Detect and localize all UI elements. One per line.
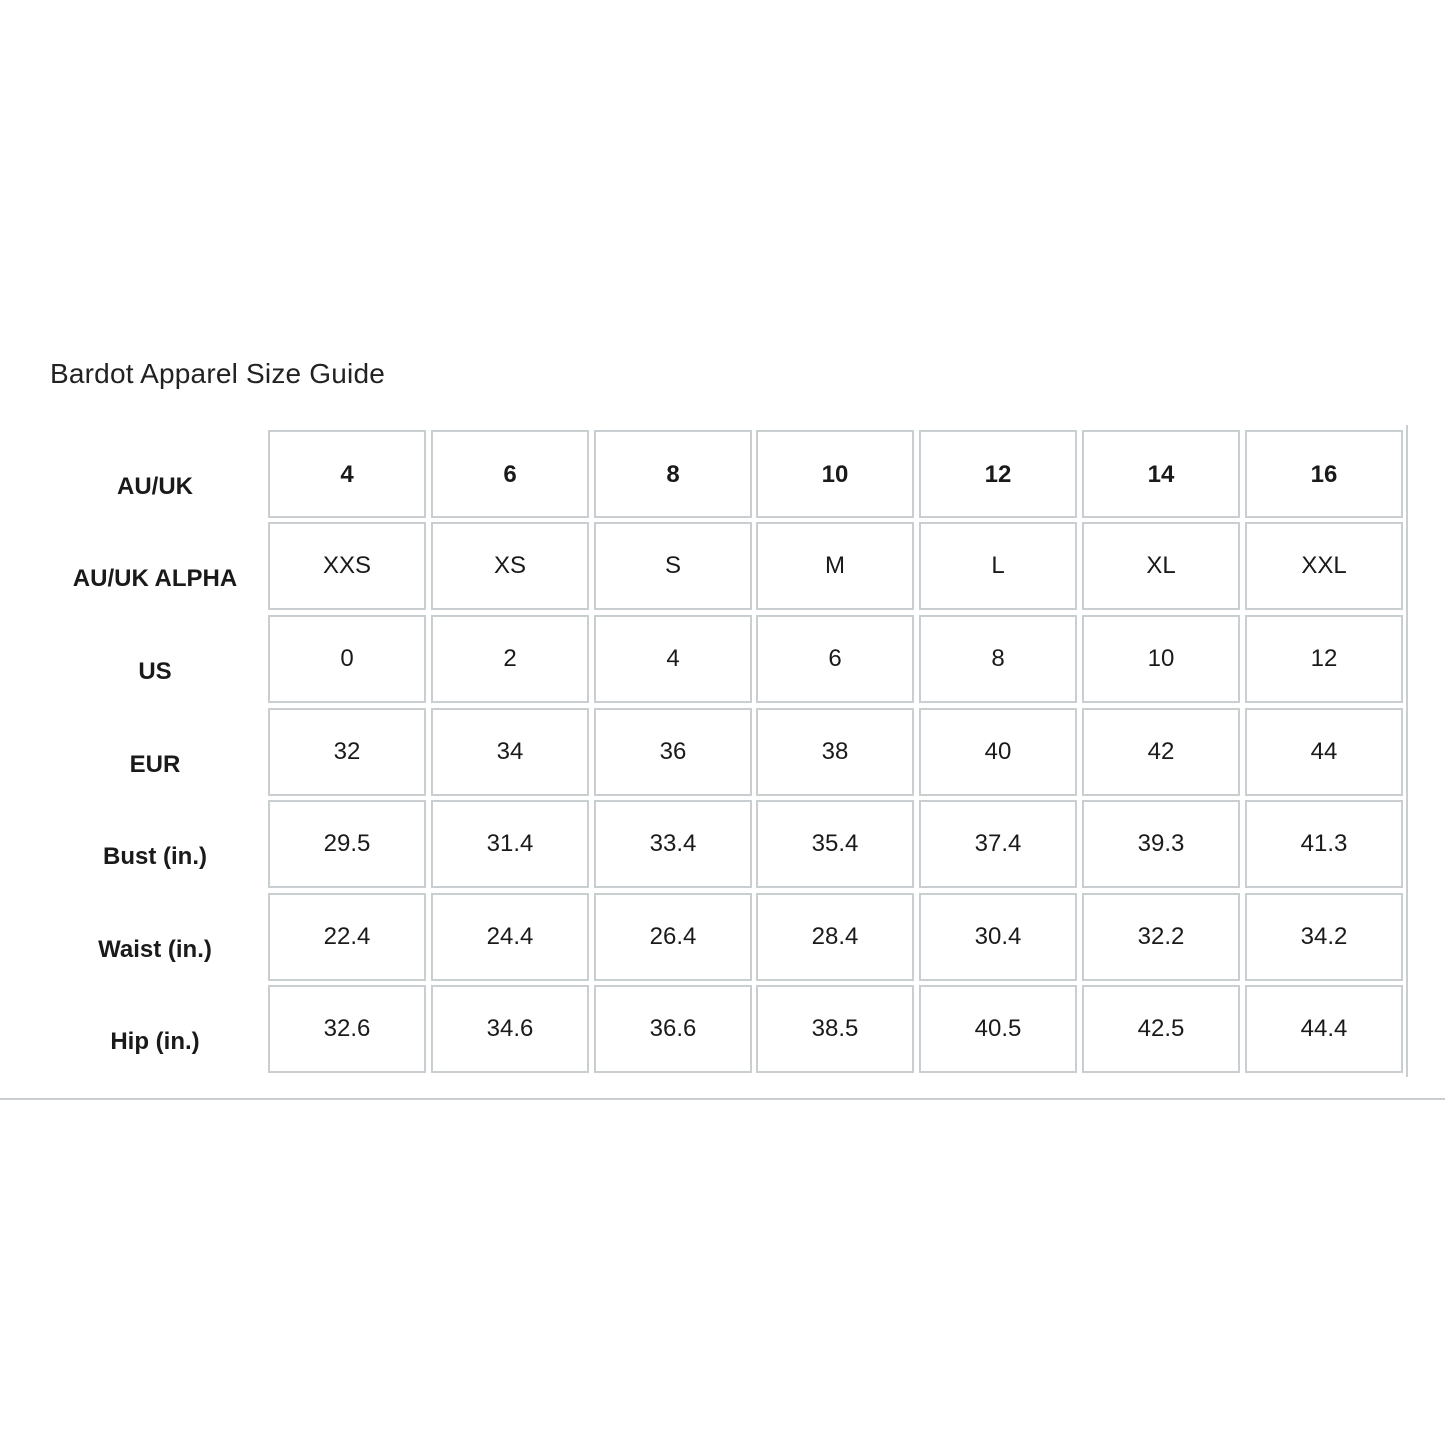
table-right-border [1406, 425, 1408, 1077]
size-cell: 32.2 [1082, 893, 1240, 981]
size-cell: 37.4 [919, 800, 1077, 888]
size-cell: 28.4 [756, 893, 914, 981]
size-cell: 4 [594, 615, 752, 703]
size-cell: 42 [1082, 708, 1240, 796]
size-cell: 10 [1082, 615, 1240, 703]
row-label: AU/UK ALPHA [72, 565, 238, 592]
size-cell: 26.4 [594, 893, 752, 981]
size-header-cell: 6 [431, 430, 589, 518]
size-header-cell: 16 [1245, 430, 1403, 518]
size-cell: 32.6 [268, 985, 426, 1073]
size-cell: XXS [268, 522, 426, 610]
size-cell: 22.4 [268, 893, 426, 981]
size-cell: 34.2 [1245, 893, 1403, 981]
page-title: Bardot Apparel Size Guide [50, 358, 385, 389]
size-cell: 31.4 [431, 800, 589, 888]
size-cell: 6 [756, 615, 914, 703]
size-cell: 2 [431, 615, 589, 703]
size-header-cell: 4 [268, 430, 426, 518]
size-cell: 36 [594, 708, 752, 796]
row-label: Waist (in.) [98, 936, 212, 963]
row-label: EUR [129, 751, 181, 778]
size-cell: 44 [1245, 708, 1403, 796]
size-cell: XS [431, 522, 589, 610]
size-cell: 35.4 [756, 800, 914, 888]
size-cell: 33.4 [594, 800, 752, 888]
row-label: Bust (in.) [103, 843, 207, 870]
size-cell: 34.6 [431, 985, 589, 1073]
size-cell: 8 [919, 615, 1077, 703]
section-divider [0, 1098, 1445, 1100]
row-label: US [138, 658, 172, 685]
row-label: AU/UK [117, 473, 193, 500]
size-cell: 38 [756, 708, 914, 796]
size-header-cell: 8 [594, 430, 752, 518]
size-cell: 34 [431, 708, 589, 796]
size-header-cell: 14 [1082, 430, 1240, 518]
size-cell: L [919, 522, 1077, 610]
size-cell: 40 [919, 708, 1077, 796]
size-header-cell: 10 [756, 430, 914, 518]
size-cell: S [594, 522, 752, 610]
size-cell: 40.5 [919, 985, 1077, 1073]
size-cell: 30.4 [919, 893, 1077, 981]
size-cell: 29.5 [268, 800, 426, 888]
size-cell: XL [1082, 522, 1240, 610]
size-cell: 24.4 [431, 893, 589, 981]
size-cell: 42.5 [1082, 985, 1240, 1073]
size-cell: XXL [1245, 522, 1403, 610]
size-header-cell: 12 [919, 430, 1077, 518]
size-cell: 12 [1245, 615, 1403, 703]
size-cell: 44.4 [1245, 985, 1403, 1073]
row-label: Hip (in.) [110, 1028, 200, 1055]
size-cell: 39.3 [1082, 800, 1240, 888]
size-cell: 38.5 [756, 985, 914, 1073]
size-cell: M [756, 522, 914, 610]
size-cell: 41.3 [1245, 800, 1403, 888]
size-cell: 36.6 [594, 985, 752, 1073]
size-cell: 0 [268, 615, 426, 703]
size-cell: 32 [268, 708, 426, 796]
